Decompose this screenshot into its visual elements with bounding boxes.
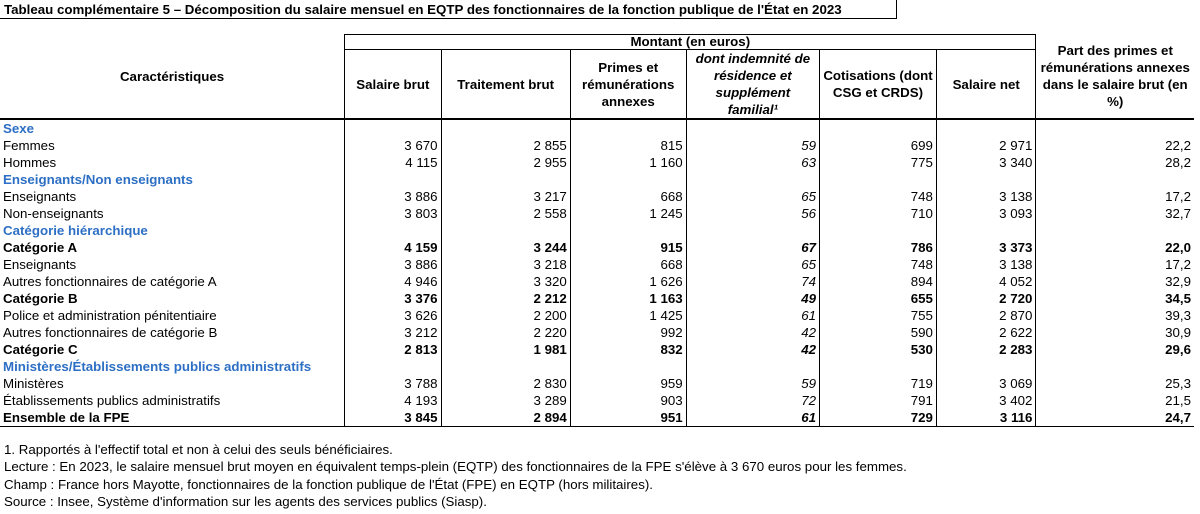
cell-value: 3 217 bbox=[441, 188, 570, 205]
cell-value: 668 bbox=[660, 189, 683, 204]
cell-value: 22,2 bbox=[1036, 137, 1194, 154]
section-header bbox=[0, 222, 1194, 239]
cell-value: 49 bbox=[686, 290, 819, 307]
cell-value bbox=[570, 358, 686, 375]
cell-value bbox=[820, 119, 937, 137]
cell-value: 2 220 bbox=[441, 324, 570, 341]
row-label: Ensemble de la FPE bbox=[0, 409, 345, 427]
section-header bbox=[0, 119, 1194, 137]
cell-value bbox=[1036, 222, 1194, 239]
cell-value: 3 670 bbox=[345, 137, 441, 154]
cell-value: 992 bbox=[660, 325, 683, 340]
salary-table bbox=[0, 34, 1194, 427]
cell-value: 832 bbox=[660, 342, 683, 357]
cell-value: 699 bbox=[820, 137, 937, 154]
header-primes: Primes et rémunérations annexes bbox=[570, 50, 686, 120]
table-row bbox=[0, 256, 1194, 273]
cell-value: 63 bbox=[686, 154, 819, 171]
cell-value bbox=[686, 358, 819, 375]
header-salaire-net: Salaire net bbox=[936, 50, 1036, 120]
cell-value bbox=[820, 171, 937, 188]
cell-value bbox=[820, 358, 937, 375]
row-label: Enseignants bbox=[0, 188, 345, 205]
cell-value: 3 138 bbox=[999, 189, 1033, 204]
cell-value: 22,0 bbox=[1036, 239, 1194, 256]
section-header bbox=[0, 171, 1194, 188]
cell-value: 1 163 bbox=[649, 291, 683, 306]
cell-value: 2 855 bbox=[441, 137, 570, 154]
cell-value: 3 093 bbox=[999, 206, 1033, 221]
cell-value bbox=[936, 171, 1036, 188]
cell-value: 1 160 bbox=[649, 155, 683, 170]
cell-value: 4 193 bbox=[345, 392, 441, 409]
cell-value: 17,2 bbox=[1036, 188, 1194, 205]
cell-value bbox=[686, 222, 819, 239]
cell-value: 1 626 bbox=[649, 274, 683, 289]
total-row bbox=[0, 409, 1194, 427]
cell-value: 67 bbox=[686, 239, 819, 256]
cell-value: 3 402 bbox=[999, 393, 1033, 408]
cell-value bbox=[686, 119, 819, 137]
row-label: Enseignants bbox=[0, 256, 345, 273]
cell-value: 1 245 bbox=[649, 206, 683, 221]
cell-value: 2 870 bbox=[999, 308, 1033, 323]
note-champ: Champ : France hors Mayotte, fonctionnaires de la fonction publique de l'État (FPE) en EQTP (hors militaires). bbox=[4, 476, 653, 492]
cell-value: 3 218 bbox=[441, 256, 570, 273]
cell-value: 59 bbox=[686, 375, 819, 392]
row-label: Catégorie C bbox=[0, 341, 345, 358]
note-lecture: Lecture : En 2023, le salaire mensuel brut moyen en équivalent temps-plein (EQTP) des fonctionnaires de la FPE s'élève à 3 670 euros pour les femmes. bbox=[4, 459, 907, 475]
cell-value: 17,2 bbox=[1036, 256, 1194, 273]
cell-value bbox=[936, 358, 1036, 375]
cell-value bbox=[441, 222, 570, 239]
cell-value: 30,9 bbox=[1036, 324, 1194, 341]
cell-value: 719 bbox=[820, 375, 937, 392]
cell-value bbox=[441, 358, 570, 375]
note-source: Source : Insee, Système d'information sur les agents des services publics (Siasp). bbox=[4, 493, 487, 509]
table-row bbox=[0, 273, 1194, 290]
cell-value: 655 bbox=[820, 290, 937, 307]
cell-value: 530 bbox=[820, 341, 937, 358]
cell-value: 65 bbox=[686, 256, 819, 273]
cell-value bbox=[936, 119, 1036, 137]
cell-value: 2 283 bbox=[999, 342, 1033, 357]
table-row bbox=[0, 341, 1194, 358]
header-part-primes: Part des primes et rémunérations annexes dans le salaire brut (en %) bbox=[1036, 35, 1194, 120]
cell-value: 39,3 bbox=[1036, 307, 1194, 324]
cell-value: 2 813 bbox=[345, 341, 441, 358]
cell-value bbox=[686, 171, 819, 188]
row-label: Non-enseignants bbox=[0, 205, 345, 222]
row-label: Sexe bbox=[0, 119, 345, 137]
notes bbox=[4, 441, 907, 510]
cell-value: 3 244 bbox=[441, 239, 570, 256]
cell-value bbox=[820, 222, 937, 239]
row-label: Femmes bbox=[0, 137, 345, 154]
cell-value: 4 159 bbox=[345, 239, 441, 256]
cell-value: 3 788 bbox=[345, 375, 441, 392]
cell-value bbox=[345, 171, 441, 188]
cell-value: 3 886 bbox=[345, 188, 441, 205]
header-dont-indemnite: dont indemnité de résidence et supplément familial¹ bbox=[686, 50, 819, 120]
cell-value: 815 bbox=[660, 138, 683, 153]
table-row bbox=[0, 154, 1194, 171]
cell-value: 32,7 bbox=[1036, 205, 1194, 222]
cell-value: 3 886 bbox=[345, 256, 441, 273]
cell-value: 2 720 bbox=[999, 291, 1033, 306]
cell-value: 42 bbox=[686, 324, 819, 341]
cell-value: 65 bbox=[686, 188, 819, 205]
cell-value: 2 955 bbox=[441, 154, 570, 171]
table-row bbox=[0, 307, 1194, 324]
cell-value: 21,5 bbox=[1036, 392, 1194, 409]
table-row bbox=[0, 375, 1194, 392]
cell-value: 791 bbox=[820, 392, 937, 409]
cell-value bbox=[1036, 171, 1194, 188]
cell-value: 32,9 bbox=[1036, 273, 1194, 290]
cell-value bbox=[570, 119, 686, 137]
row-label: Catégorie B bbox=[0, 290, 345, 307]
cell-value: 3 069 bbox=[999, 376, 1033, 391]
row-label: Hommes bbox=[0, 154, 345, 171]
cell-value: 72 bbox=[686, 392, 819, 409]
cell-value: 959 bbox=[660, 376, 683, 391]
cell-value: 24,7 bbox=[1036, 409, 1194, 427]
cell-value: 915 bbox=[660, 240, 683, 255]
cell-value: 61 bbox=[686, 307, 819, 324]
cell-value: 710 bbox=[820, 205, 937, 222]
cell-value: 668 bbox=[660, 257, 683, 272]
cell-value: 2 971 bbox=[999, 138, 1033, 153]
cell-value bbox=[441, 119, 570, 137]
row-label: Catégorie A bbox=[0, 239, 345, 256]
cell-value bbox=[345, 222, 441, 239]
cell-value: 42 bbox=[686, 341, 819, 358]
header-cotisations: Cotisations (dont CSG et CRDS) bbox=[820, 50, 937, 120]
cell-value: 755 bbox=[820, 307, 937, 324]
cell-value: 2 200 bbox=[441, 307, 570, 324]
row-label: Police et administration pénitentiaire bbox=[0, 307, 345, 324]
cell-value bbox=[1036, 119, 1194, 137]
cell-value: 74 bbox=[686, 273, 819, 290]
cell-value: 2 894 bbox=[441, 409, 570, 427]
table-row bbox=[0, 392, 1194, 409]
cell-value bbox=[570, 222, 686, 239]
cell-value: 2 830 bbox=[441, 375, 570, 392]
cell-value: 3 138 bbox=[999, 257, 1033, 272]
cell-value bbox=[345, 358, 441, 375]
cell-value bbox=[345, 119, 441, 137]
header-montant: Montant (en euros) bbox=[345, 35, 1036, 50]
cell-value bbox=[570, 171, 686, 188]
cell-value: 4 946 bbox=[345, 273, 441, 290]
cell-value: 25,3 bbox=[1036, 375, 1194, 392]
table-row bbox=[0, 205, 1194, 222]
cell-value: 61 bbox=[686, 409, 819, 427]
cell-value: 590 bbox=[820, 324, 937, 341]
cell-value: 3 289 bbox=[441, 392, 570, 409]
cell-value: 748 bbox=[820, 256, 937, 273]
table-row bbox=[0, 324, 1194, 341]
row-label: Autres fonctionnaires de catégorie B bbox=[0, 324, 345, 341]
table-body bbox=[0, 119, 1194, 427]
cell-value: 3 373 bbox=[999, 240, 1033, 255]
cell-value: 3 376 bbox=[345, 290, 441, 307]
table-title: Tableau complémentaire 5 – Décomposition du salaire mensuel en EQTP des fonctionnaires de la fonction publique de l'État en 2023 bbox=[4, 2, 842, 17]
cell-value: 3 626 bbox=[345, 307, 441, 324]
cell-value: 4 115 bbox=[345, 154, 441, 171]
header-traitement-brut: Traitement brut bbox=[441, 50, 570, 120]
cell-value bbox=[1036, 358, 1194, 375]
table-row bbox=[0, 137, 1194, 154]
cell-value: 775 bbox=[820, 154, 937, 171]
cell-value: 748 bbox=[820, 188, 937, 205]
header-salaire-brut: Salaire brut bbox=[345, 50, 441, 120]
header-characteristics: Caractéristiques bbox=[0, 35, 345, 120]
cell-value: 1 425 bbox=[649, 308, 683, 323]
cell-value: 894 bbox=[820, 273, 937, 290]
cell-value: 34,5 bbox=[1036, 290, 1194, 307]
row-label: Ministères/Établissements publics administratifs bbox=[0, 358, 345, 375]
cell-value: 729 bbox=[820, 409, 937, 427]
cell-value: 951 bbox=[570, 409, 686, 427]
cell-value: 903 bbox=[660, 393, 683, 408]
cell-value: 3 212 bbox=[345, 324, 441, 341]
cell-value: 29,6 bbox=[1036, 341, 1194, 358]
cell-value: 3 845 bbox=[345, 409, 441, 427]
cell-value: 28,2 bbox=[1036, 154, 1194, 171]
table-row bbox=[0, 188, 1194, 205]
row-label: Catégorie hiérarchique bbox=[0, 222, 345, 239]
cell-value: 59 bbox=[686, 137, 819, 154]
cell-value: 2 622 bbox=[999, 325, 1033, 340]
cell-value: 1 981 bbox=[441, 341, 570, 358]
cell-value: 4 052 bbox=[999, 274, 1033, 289]
cell-value bbox=[936, 222, 1036, 239]
cell-value: 3 116 bbox=[936, 409, 1036, 427]
cell-value: 3 340 bbox=[999, 155, 1033, 170]
row-label: Ministères bbox=[0, 375, 345, 392]
row-label: Enseignants/Non enseignants bbox=[0, 171, 345, 188]
cell-value: 786 bbox=[820, 239, 937, 256]
table-row bbox=[0, 239, 1194, 256]
cell-value: 2 212 bbox=[441, 290, 570, 307]
section-header bbox=[0, 358, 1194, 375]
cell-value: 2 558 bbox=[441, 205, 570, 222]
cell-value: 3 320 bbox=[441, 273, 570, 290]
cell-value: 56 bbox=[686, 205, 819, 222]
table-row bbox=[0, 290, 1194, 307]
cell-value bbox=[441, 171, 570, 188]
cell-value: 3 803 bbox=[345, 205, 441, 222]
row-label: Autres fonctionnaires de catégorie A bbox=[0, 273, 345, 290]
note-footnote: 1. Rapportés à l'effectif total et non à celui des seuls bénéficiaires. bbox=[4, 442, 393, 457]
row-label: Établissements publics administratifs bbox=[0, 392, 345, 409]
